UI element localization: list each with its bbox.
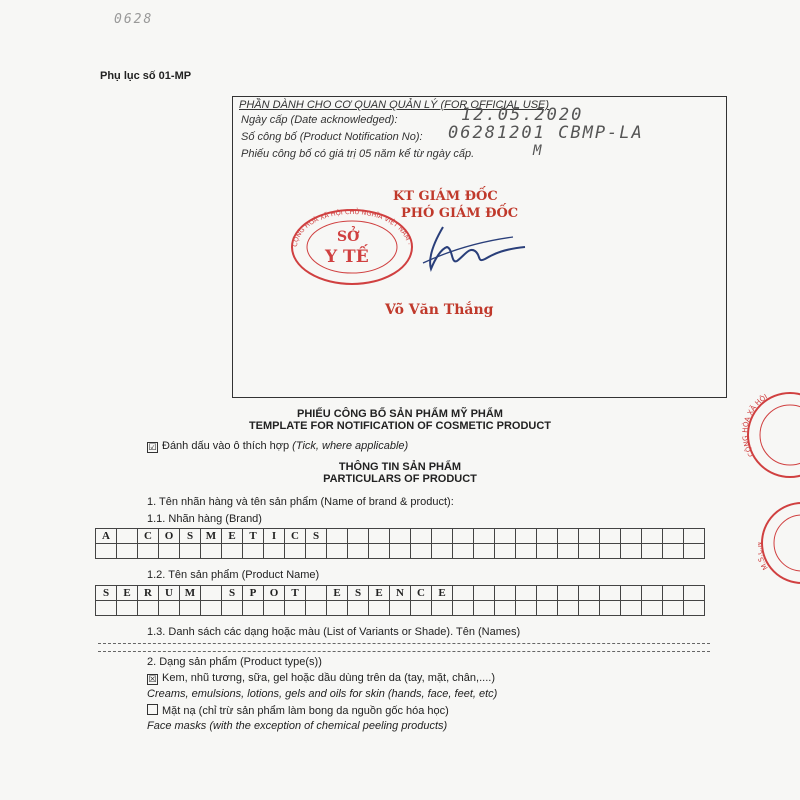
brand-blank-cell — [96, 544, 117, 559]
item-1-2-label: 1.2. Tên sản phẩm (Product Name) — [147, 569, 320, 581]
product-blank-cell — [285, 601, 306, 616]
product-blank-cell — [642, 601, 663, 616]
product-char-cell: M — [180, 586, 201, 601]
brand-char-cell — [558, 529, 579, 544]
product-char-cell: N — [390, 586, 411, 601]
validity-initial: M — [533, 143, 544, 159]
product-blank-cell — [663, 601, 684, 616]
brand-blank-cell — [180, 544, 201, 559]
brand-blank-cell — [579, 544, 600, 559]
product-blank-cell — [558, 601, 579, 616]
brand-blank-cell — [621, 544, 642, 559]
product-char-cell: E — [327, 586, 348, 601]
seal-text-1: SỞ — [337, 229, 360, 245]
brand-char-cell: S — [180, 529, 201, 544]
brand-blank-cell — [285, 544, 306, 559]
product-char-cell — [621, 586, 642, 601]
brand-blank-cell — [411, 544, 432, 559]
product-char-cell — [642, 586, 663, 601]
brand-char-cell: T — [243, 529, 264, 544]
product-blank-cell — [222, 601, 243, 616]
product-char-cell: U — [159, 586, 180, 601]
product-char-cell: E — [432, 586, 453, 601]
brand-char-cell — [474, 529, 495, 544]
product-blank-cell — [390, 601, 411, 616]
seal-text-2: Y TẾ — [325, 247, 369, 267]
product-char-cell — [495, 586, 516, 601]
product-grid — [95, 585, 705, 616]
product-char-cell — [558, 586, 579, 601]
brand-blank-cell — [138, 544, 159, 559]
brand-char-cell — [327, 529, 348, 544]
brand-char-cell — [642, 529, 663, 544]
corner-handwritten-number: 0628 — [114, 12, 154, 27]
brand-char-cell — [390, 529, 411, 544]
brand-blank-cell — [432, 544, 453, 559]
product-char-cell — [306, 586, 327, 601]
product-char-cell: P — [243, 586, 264, 601]
brand-blank-cell — [117, 544, 138, 559]
brand-char-cell — [537, 529, 558, 544]
brand-blank-cell — [663, 544, 684, 559]
dotted-line-2 — [98, 651, 710, 652]
product-blank-cell — [684, 601, 705, 616]
form-title-vi: PHIẾU CÔNG BỐ SẢN PHẨM MỸ PHẨM — [297, 408, 503, 420]
product-char-cell: S — [96, 586, 117, 601]
notification-number-label: Số công bố (Product Notification No): — [241, 131, 423, 143]
brand-blank-cell — [684, 544, 705, 559]
brand-char-cell — [348, 529, 369, 544]
product-blank-cell — [180, 601, 201, 616]
date-acknowledged-label: Ngày cấp (Date acknowledged): — [241, 114, 398, 126]
product-blank-cell — [516, 601, 537, 616]
official-use-header: PHẦN DÀNH CHO CƠ QUAN QUẢN LÝ (FOR OFFICIAL USE) — [239, 99, 550, 111]
brand-blank-cell — [642, 544, 663, 559]
brand-char-cell: A — [96, 529, 117, 544]
brand-char-cell — [684, 529, 705, 544]
option-2-label-en: Face masks (with the exception of chemical peeling products) — [147, 720, 448, 732]
brand-char-cell — [453, 529, 474, 544]
seal-ring-text: CỘNG HOÀ XÃ HỘI CHỦ NGHĨA VIỆT NAM · — [290, 207, 413, 248]
product-char-cell — [453, 586, 474, 601]
brand-blank-cell — [159, 544, 180, 559]
product-char-cell: E — [369, 586, 390, 601]
svg-text:M.S.C.N — [758, 542, 770, 571]
brand-char-cell: E — [222, 529, 243, 544]
side-seal-bottom — [758, 498, 800, 588]
official-use-box — [232, 96, 727, 398]
item-1-3-label: 1.3. Danh sách các dạng hoặc màu (List of Variants or Shade). Tên (Names) — [147, 626, 521, 638]
side-seal-top-text: CỘNG HÒA XÃ HỘI — [741, 392, 769, 459]
brand-char-cell — [663, 529, 684, 544]
brand-blank-cell — [369, 544, 390, 559]
brand-blank-cell — [390, 544, 411, 559]
product-blank-cell — [96, 601, 117, 616]
brand-char-cell: I — [264, 529, 285, 544]
brand-char-cell: M — [201, 529, 222, 544]
brand-blank-cell — [264, 544, 285, 559]
brand-blank-cell — [537, 544, 558, 559]
brand-char-cell — [117, 529, 138, 544]
product-char-cell: S — [222, 586, 243, 601]
product-char-cell: R — [138, 586, 159, 601]
product-blank-cell — [327, 601, 348, 616]
product-char-cell — [663, 586, 684, 601]
signatory-title-1: KT GIÁM ĐỐC — [393, 189, 498, 204]
checked-box-icon: ☑ — [148, 442, 157, 452]
option-1-label-en: Creams, emulsions, lotions, gels and oils for skin (hands, face, feet, etc) — [147, 688, 498, 700]
product-blank-cell — [600, 601, 621, 616]
product-char-cell: E — [117, 586, 138, 601]
brand-blank-cell — [327, 544, 348, 559]
brand-char-cell — [579, 529, 600, 544]
product-blank-cell — [453, 601, 474, 616]
brand-blank-cell — [201, 544, 222, 559]
product-blank-cell — [432, 601, 453, 616]
brand-char-cell: C — [285, 529, 306, 544]
brand-char-cell — [432, 529, 453, 544]
tick-note-en: (Tick, where applicable) — [292, 440, 409, 452]
option-2-checkbox[interactable] — [147, 704, 158, 715]
product-blank-cell — [621, 601, 642, 616]
form-title-en: TEMPLATE FOR NOTIFICATION OF COSMETIC PRODUCT — [248, 420, 552, 432]
product-blank-cell — [474, 601, 495, 616]
handwritten-signature — [413, 219, 543, 284]
product-char-cell — [579, 586, 600, 601]
option-1-label-vi: Kem, nhũ tương, sữa, gel hoặc dầu dùng trên da (tay, mặt, chân,....) — [162, 672, 495, 684]
brand-blank-cell — [348, 544, 369, 559]
product-blank-cell — [369, 601, 390, 616]
dotted-line-1 — [98, 643, 710, 644]
brand-char-cell — [621, 529, 642, 544]
brand-blank-cell — [222, 544, 243, 559]
notification-number-value: 06281201 CBMP-LA — [448, 123, 644, 143]
brand-grid — [95, 528, 705, 559]
product-char-cell — [201, 586, 222, 601]
product-blank-cell — [138, 601, 159, 616]
brand-char-cell: C — [138, 529, 159, 544]
product-char-cell: C — [411, 586, 432, 601]
side-seal-bottom-text: M. — [758, 559, 770, 572]
brand-blank-cell — [306, 544, 327, 559]
product-char-cell — [516, 586, 537, 601]
brand-blank-cell — [474, 544, 495, 559]
option-2-label-vi: Mặt nạ (chỉ trừ sản phẩm làm bong da nguồn gốc hóa học) — [162, 705, 449, 717]
option-2-row — [147, 704, 449, 717]
brand-char-cell — [411, 529, 432, 544]
product-blank-cell — [264, 601, 285, 616]
tick-note-vi: Đánh dấu vào ô thích hợp — [162, 440, 290, 452]
product-char-cell: S — [348, 586, 369, 601]
product-char-cell — [600, 586, 621, 601]
brand-char-cell: S — [306, 529, 327, 544]
brand-char-cell: O — [159, 529, 180, 544]
product-blank-cell — [201, 601, 222, 616]
brand-blank-cell — [243, 544, 264, 559]
product-blank-cell — [348, 601, 369, 616]
brand-char-cell — [516, 529, 537, 544]
brand-blank-cell — [600, 544, 621, 559]
product-char-cell: T — [285, 586, 306, 601]
brand-char-cell — [495, 529, 516, 544]
brand-blank-cell — [516, 544, 537, 559]
date-acknowledged-value: 12.05.2020 — [461, 105, 584, 125]
section-title-vi: THÔNG TIN SẢN PHẨM — [338, 461, 462, 473]
product-char-cell — [474, 586, 495, 601]
product-char-cell — [684, 586, 705, 601]
appendix-label: Phụ lục số 01-MP — [100, 70, 192, 82]
product-blank-cell — [117, 601, 138, 616]
signatory-title-2: PHÓ GIÁM ĐỐC — [401, 206, 519, 221]
validity-text: Phiếu công bố có giá trị 05 năm kể từ ngày cấp. — [241, 148, 475, 160]
tick-instruction — [147, 440, 408, 453]
brand-blank-cell — [453, 544, 474, 559]
product-blank-cell — [579, 601, 600, 616]
brand-char-cell — [600, 529, 621, 544]
brand-blank-cell — [558, 544, 579, 559]
option-1-row — [147, 672, 495, 685]
product-char-cell — [537, 586, 558, 601]
product-blank-cell — [495, 601, 516, 616]
signatory-name: Võ Văn Thắng — [385, 302, 494, 318]
section-title-en: PARTICULARS OF PRODUCT — [323, 473, 477, 485]
option-1-checkbox[interactable]: ☒ — [148, 674, 157, 684]
product-blank-cell — [411, 601, 432, 616]
product-blank-cell — [306, 601, 327, 616]
brand-char-cell — [369, 529, 390, 544]
item-2-label: 2. Dạng sản phẩm (Product type(s)) — [147, 656, 322, 668]
item-1-label: 1. Tên nhãn hàng và tên sản phẩm (Name of brand & product): — [147, 496, 454, 508]
product-blank-cell — [243, 601, 264, 616]
product-blank-cell — [159, 601, 180, 616]
product-blank-cell — [537, 601, 558, 616]
brand-blank-cell — [495, 544, 516, 559]
product-char-cell: O — [264, 586, 285, 601]
item-1-1-label: 1.1. Nhãn hàng (Brand) — [147, 513, 262, 525]
